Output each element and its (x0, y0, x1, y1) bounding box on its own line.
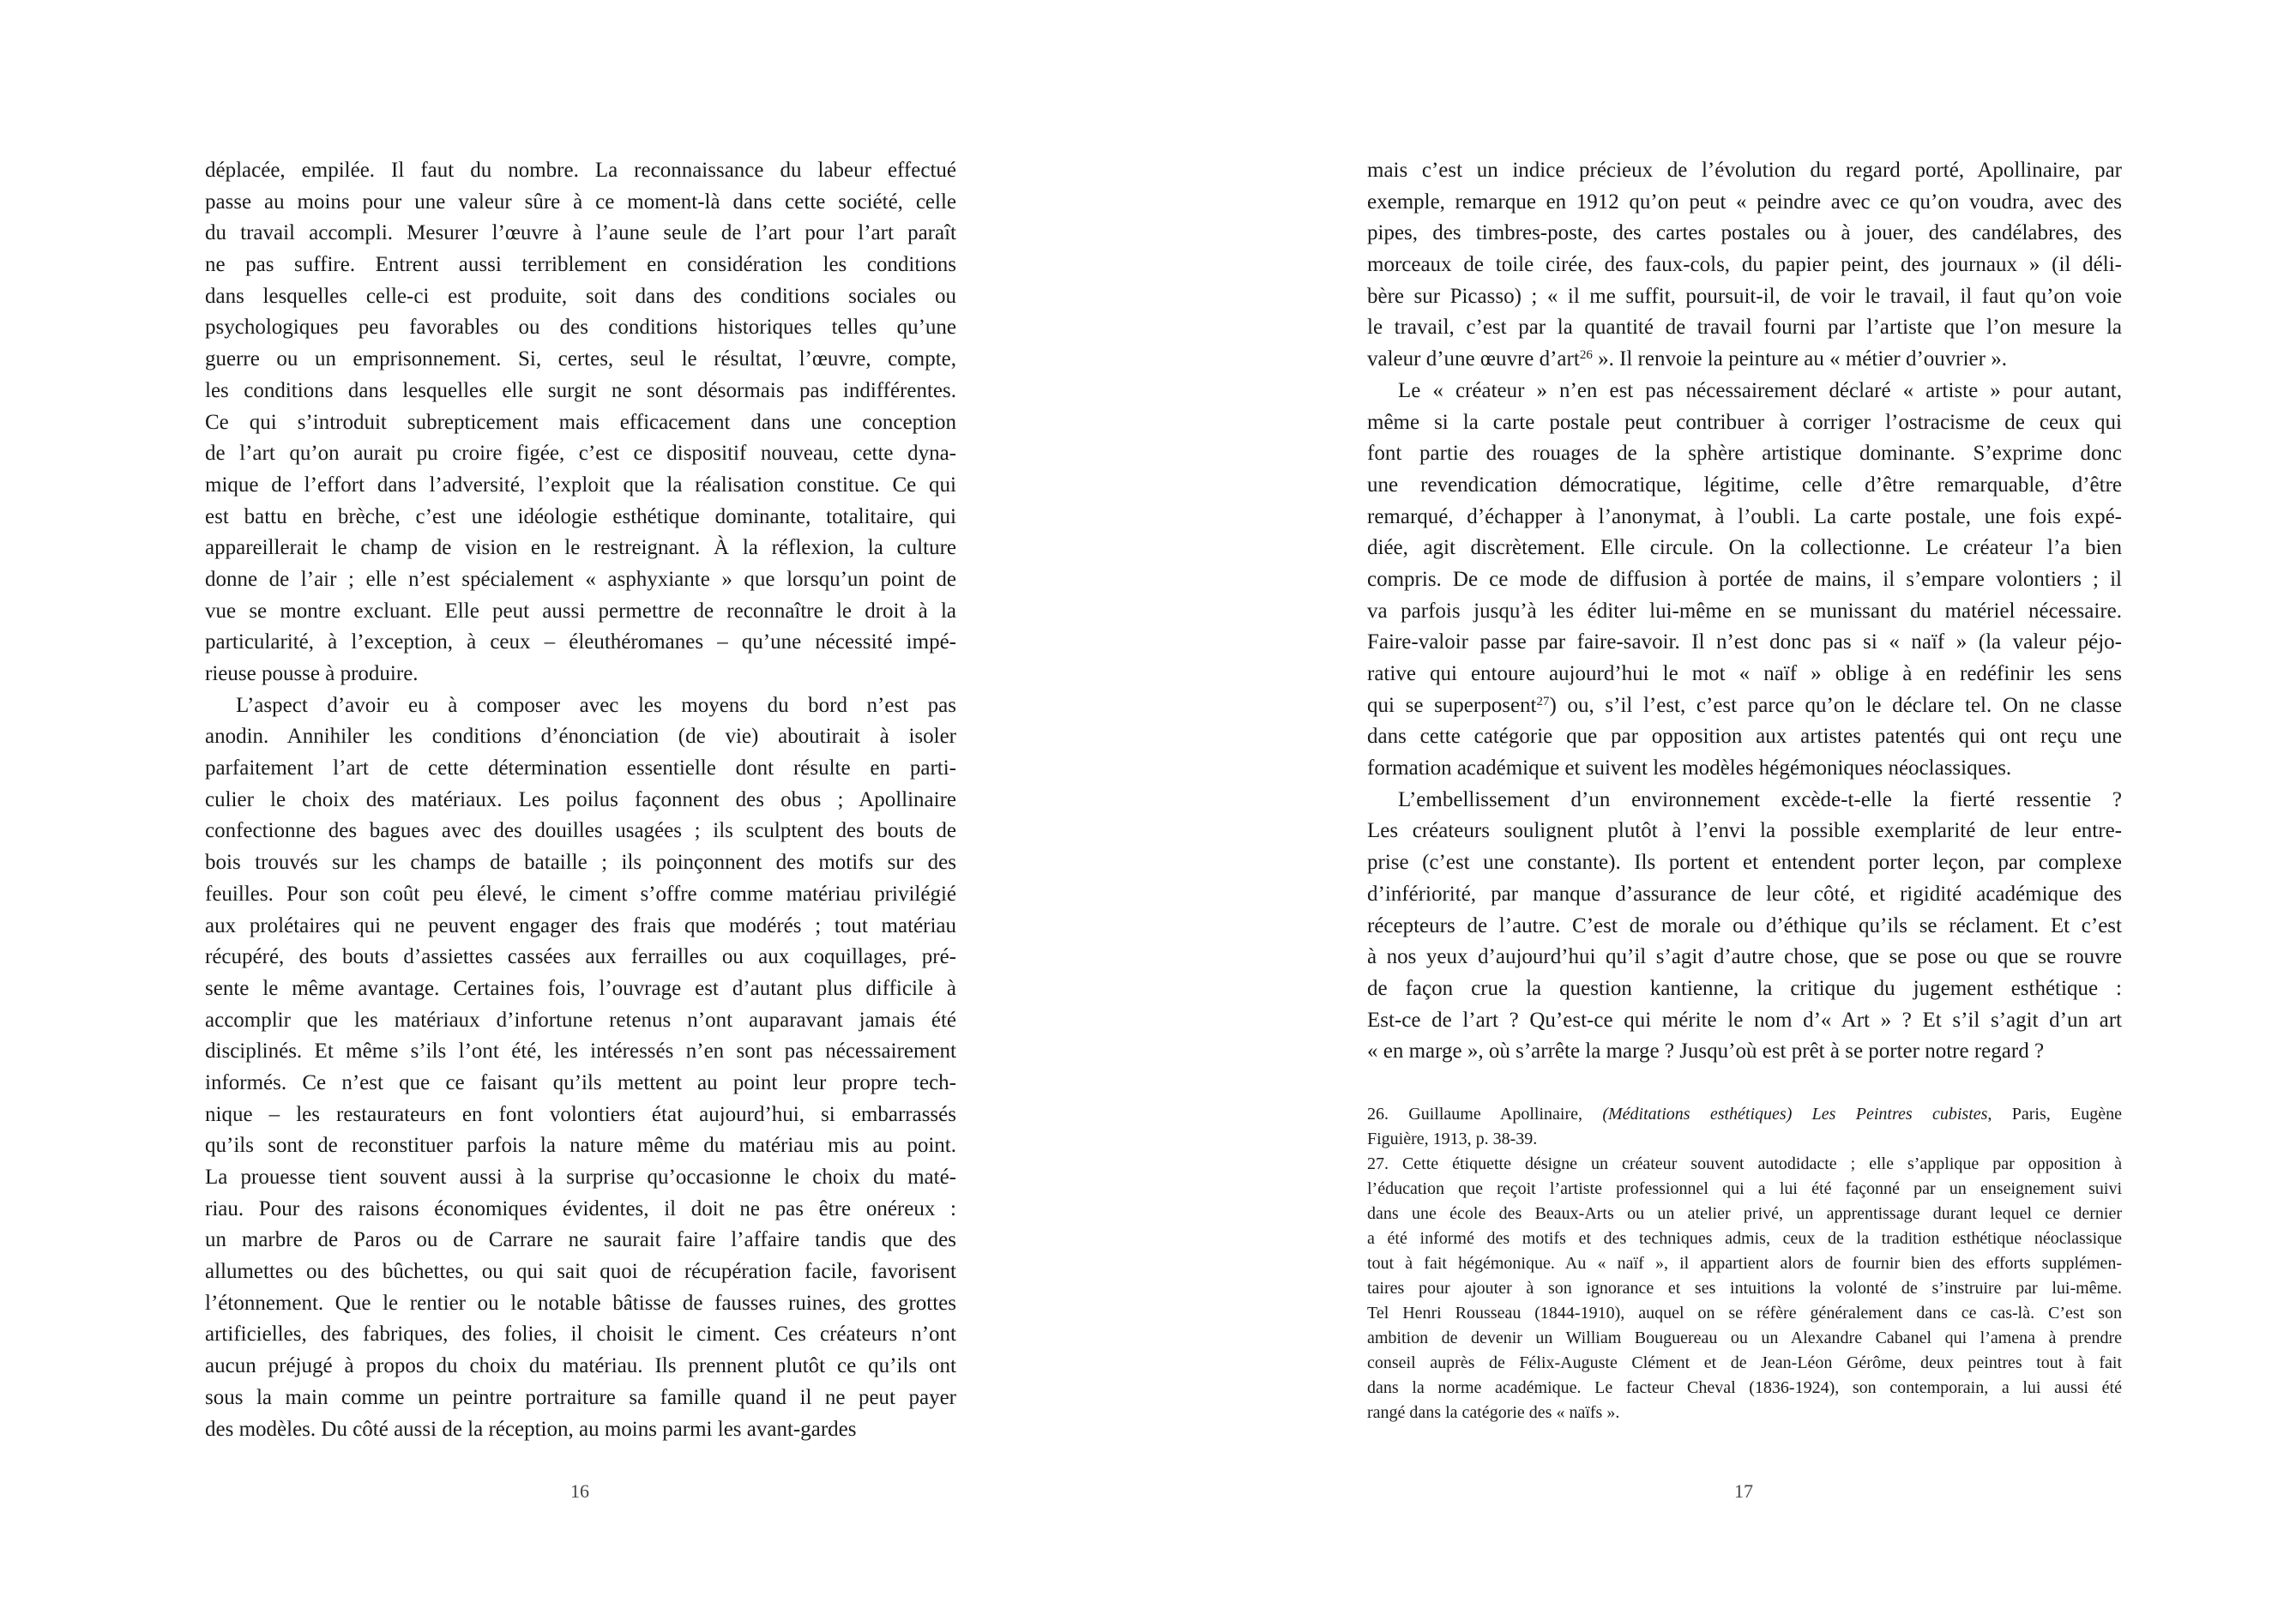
text-line: anodin. Annihiler les conditions d’énonciation (de vie) aboutirait à isoler (205, 725, 956, 749)
text-line: psychologiques peu favorables ou des conditions historiques telles qu’une (205, 316, 956, 340)
text-line: l’étonnement. Que le rentier ou le notable bâtisse de fausses ruines, des grottes (205, 1291, 956, 1315)
text-line: informés. Ce n’est que ce faisant qu’ils mettent au point leur propre tech- (205, 1070, 956, 1094)
text-line: passe au moins pour une valeur sûre à ce moment-là dans cette société, celle (205, 190, 956, 214)
text-line: ne pas suffire. Entrent aussi terriblement en considération les conditions (205, 253, 956, 277)
text-line: taires pour ajouter à son ignorance et ses intuitions la volonté de s’instruire par lui-même. (1367, 1279, 2122, 1298)
text-line: aucun préjugé à propos du choix du matériau. Ils prennent plutôt ce qu’ils ont (205, 1354, 956, 1378)
text-line: prise (c’est une constante). Ils portent et entendent porter leçon, par complexe (1367, 851, 2122, 875)
text-line: Faire-valoir passe par faire-savoir. Il n’est donc pas si « naïf » (la valeur péjo- (1367, 630, 2122, 654)
text-line: appareillerait le champ de vision en le restreignant. À la réflexion, la culture (205, 536, 956, 560)
text-line: mique de l’effort dans l’adversité, l’exploit que la réalisation constitue. Ce qui (205, 473, 956, 497)
text-line: rative qui entoure aujourd’hui le mot « naïf » oblige à en redéfinir les sens (1367, 662, 2122, 685)
text-line: ambition de devenir un William Bouguereau ou un Alexandre Cabanel qui l’amena à prendre (1367, 1329, 2122, 1347)
text-line: Figuière, 1913, p. 38-39. (1367, 1130, 1538, 1148)
text-line: confectionne des bagues avec des douilles usagées ; ils sculptent des bouts de (205, 819, 956, 843)
text-line: 27. Cette étiquette désigne un créateur souvent autodidacte ; elle s’applique par opposition à (1367, 1154, 2122, 1173)
text-line: rangé dans la catégorie des « naïfs ». (1367, 1403, 1620, 1422)
text-line: les conditions dans lesquelles elle surgit ne sont désormais pas indifférentes. (205, 378, 956, 402)
text-line: a été informé des motifs et des techniques admis, ceux de la tradition esthétique néoclassique (1367, 1229, 2122, 1248)
text-line: mais c’est un indice précieux de l’évolution du regard porté, Apollinaire, par (1367, 159, 2122, 182)
text-line: dans lesquelles celle-ci est produite, soit dans des conditions sociales ou (205, 284, 956, 308)
text-line: culier le choix des matériaux. Les poilus façonnent des obus ; Apollinaire (205, 787, 956, 811)
text-line: tout à fait hégémonique. Au « naïf », il appartient alors de fournir bien des efforts supplémen- (1367, 1254, 2122, 1273)
text-line: rieuse pousse à produire. (205, 662, 419, 685)
text-line: dans cette catégorie que par opposition aux artistes patentés qui ont reçu une (1367, 725, 2122, 749)
page-number: 16 (570, 1480, 589, 1502)
italic-title: (Méditations esthétiques) Les Peintres cubistes (1602, 1105, 1988, 1124)
text-line: formation académique et suivent les modèles hégémoniques néoclassiques. (1367, 756, 2012, 780)
text-line: d’infériorité, par manque d’assurance de leur côté, et rigidité académique des (1367, 882, 2122, 906)
text-line: sente le même avantage. Certaines fois, l’ouvrage est d’autant plus difficile à (205, 976, 956, 1000)
text-line (1367, 1102, 2122, 1127)
text-line: déplacée, empilée. Il faut du nombre. La reconnaissance du labeur effectué (205, 159, 956, 182)
footnotes (1367, 1102, 2122, 1425)
right-page (1148, 0, 2296, 1621)
page-number: 17 (1734, 1480, 1753, 1502)
text-line: riau. Pour des raisons économiques évidentes, il doit ne pas être onéreux : (205, 1196, 956, 1220)
text-line: récupéré, des bouts d’assiettes cassées aux ferrailles ou aux coquillages, pré- (205, 945, 956, 969)
text-line: pipes, des timbres-poste, des cartes postales ou à jouer, des candélabres, des (1367, 221, 2122, 245)
text-line: est battu en brèche, c’est une idéologie esthétique dominante, totalitaire, qui (205, 504, 956, 528)
text-line: Le « créateur » n’en est pas nécessairement déclaré « artiste » pour autant, (1398, 378, 2122, 402)
text-line: va parfois jusqu’à les éditer lui-même en se munissant du matériel nécessaire. (1367, 599, 2122, 623)
text-line: de l’art qu’on aurait pu croire figée, c’est ce dispositif nouveau, cette dyna- (205, 442, 956, 466)
text-line: bère sur Picasso) ; « il me suffit, poursuit-il, de voir le travail, il faut qu’on voie (1367, 284, 2122, 308)
footnote-reference: 26 (1579, 347, 1593, 362)
text-line: La prouesse tient souvent aussi à la surprise qu’occasionne le choix du maté- (205, 1166, 956, 1189)
text-segment: qui se superposent (1367, 693, 1537, 717)
text-line: donne de l’air ; elle n’est spécialement « asphyxiante » que lorsqu’un point de (205, 567, 956, 591)
text-line: L’embellissement d’un environnement excède-t-elle la fierté ressentie ? (1398, 787, 2122, 811)
text-line: diée, agit discrètement. Elle circule. On la collectionne. Le créateur l’a bien (1367, 536, 2122, 560)
text-line (1367, 690, 2122, 722)
text-line: morceaux de toile cirée, des faux-cols, du papier peint, des journaux » (il déli- (1367, 253, 2122, 277)
text-line: guerre ou un emprisonnement. Si, certes, seul le résultat, l’œuvre, compte, (205, 347, 956, 371)
text-segment: ) ou, s’il l’est, c’est parce qu’on le déclare tel. On ne classe (1549, 693, 2122, 717)
text-line: une revendication démocratique, légitime, celle d’être remarquable, d’être (1367, 473, 2122, 497)
text-line: aux prolétaires qui ne peuvent engager des frais que modérés ; tout matériau (205, 913, 956, 937)
text-line: bois trouvés sur les champs de bataille ; ils poinçonnent des motifs sur des (205, 851, 956, 875)
text-line: font partie des rouages de la sphère artistique dominante. S’exprime donc (1367, 442, 2122, 466)
text-line: des modèles. Du côté aussi de la réception, au moins parmi les avant-gardes (205, 1417, 857, 1441)
text-line: vue se montre excluant. Elle peut aussi permettre de reconnaître le droit à la (205, 599, 956, 623)
text-segment: valeur d’une œuvre d’art (1367, 347, 1580, 371)
text-line: à nos yeux d’aujourd’hui qu’il s’agit d’autre chose, que se pose ou que se rouvre (1367, 945, 2122, 969)
text-line: le travail, c’est par la quantité de travail fourni par l’artiste que l’on mesure la (1367, 316, 2122, 340)
text-line: Est-ce de l’art ? Qu’est-ce qui mérite le nom d’« Art » ? Et s’il s’agit d’un art (1367, 1008, 2122, 1032)
text-line: Ce qui s’introduit subrepticement mais efficacement dans une conception (205, 410, 956, 434)
text-line: parfaitement l’art de cette détermination essentielle dont résulte en parti- (205, 756, 956, 780)
text-line: « en marge », où s’arrête la marge ? Jusqu’où est prêt à se porter notre regard ? (1367, 1039, 2045, 1064)
left-page-body (205, 155, 956, 1445)
text-segment: 26. Guillaume Apollinaire, (1367, 1105, 1603, 1124)
text-line: un marbre de Paros ou de Carrare ne saurait faire l’affaire tandis que des (205, 1228, 956, 1252)
text-segment: , Paris, Eugène (1987, 1105, 2123, 1124)
text-line: conseil auprès de Félix-Auguste Clément et de Jean-Léon Gérôme, deux peintres tout à fait (1367, 1353, 2122, 1372)
text-line: du travail accompli. Mesurer l’œuvre à l’aune seule de l’art pour l’art paraît (205, 221, 956, 245)
text-line: feuilles. Pour son coût peu élevé, le ciment s’offre comme matériau privilégié (205, 882, 956, 906)
text-line: particularité, à l’exception, à ceux – éleuthéromanes – qu’une nécessité impé- (205, 630, 956, 654)
text-line: dans une école des Beaux-Arts ou un atelier privé, un apprentissage durant lequel ce dernier (1367, 1204, 2122, 1223)
text-line: Les créateurs soulignent plutôt à l’envi la possible exemplarité de leur entre- (1367, 819, 2122, 843)
text-line: l’éducation que reçoit l’artiste professionnel qui a lui été façonné par un enseignement suivi (1367, 1179, 2122, 1198)
text-line: sous la main comme un peintre portraiture sa famille quand il ne peut payer (205, 1385, 956, 1409)
text-line: qu’ils sont de reconstituer parfois la nature même du matériau mis au point. (205, 1134, 956, 1158)
text-line: allumettes ou des bûchettes, ou qui sait quoi de récupération facile, favorisent (205, 1260, 956, 1284)
text-line: même si la carte postale peut contribuer à corriger l’ostracisme de ceux qui (1367, 410, 2122, 434)
text-line: nique – les restaurateurs en font volontiers état aujourd’hui, si embarrassés (205, 1102, 956, 1126)
text-line: récepteurs de l’autre. C’est de morale ou d’éthique qu’ils se réclament. Et c’est (1367, 913, 2122, 937)
text-segment: ». Il renvoie la peinture au « métier d’ouvrier ». (1592, 347, 2007, 371)
text-line: accomplir que les matériaux d’infortune retenus n’ont auparavant jamais été (205, 1008, 956, 1032)
text-line: dans la norme académique. Le facteur Cheval (1836-1924), son contemporain, a lui aussi été (1367, 1378, 2122, 1397)
text-line: exemple, remarque en 1912 qu’on peut « peindre avec ce qu’on voudra, avec des (1367, 190, 2122, 214)
text-line: remarqué, d’échapper à l’anonymat, à l’oubli. La carte postale, une fois expé- (1367, 504, 2122, 528)
text-line: compris. De ce mode de diffusion à portée de mains, il s’empare volontiers ; il (1367, 567, 2122, 591)
text-line: L’aspect d’avoir eu à composer avec les moyens du bord n’est pas (236, 693, 956, 717)
text-line: Tel Henri Rousseau (1844-1910), auquel on se réfère généralement dans ce cas-là. C’est son (1367, 1304, 2122, 1323)
text-line (1367, 344, 2122, 376)
right-page-body (1367, 155, 2122, 1068)
text-line: de façon crue la question kantienne, la critique du jugement esthétique : (1367, 976, 2122, 1000)
text-line: disciplinés. Et même s’ils l’ont été, les intéressés n’en sont pas nécessairement (205, 1039, 956, 1064)
text-line: artificielles, des fabriques, des folies, il choisit le ciment. Ces créateurs n’ont (205, 1323, 956, 1347)
footnote-reference: 27 (1536, 694, 1550, 708)
